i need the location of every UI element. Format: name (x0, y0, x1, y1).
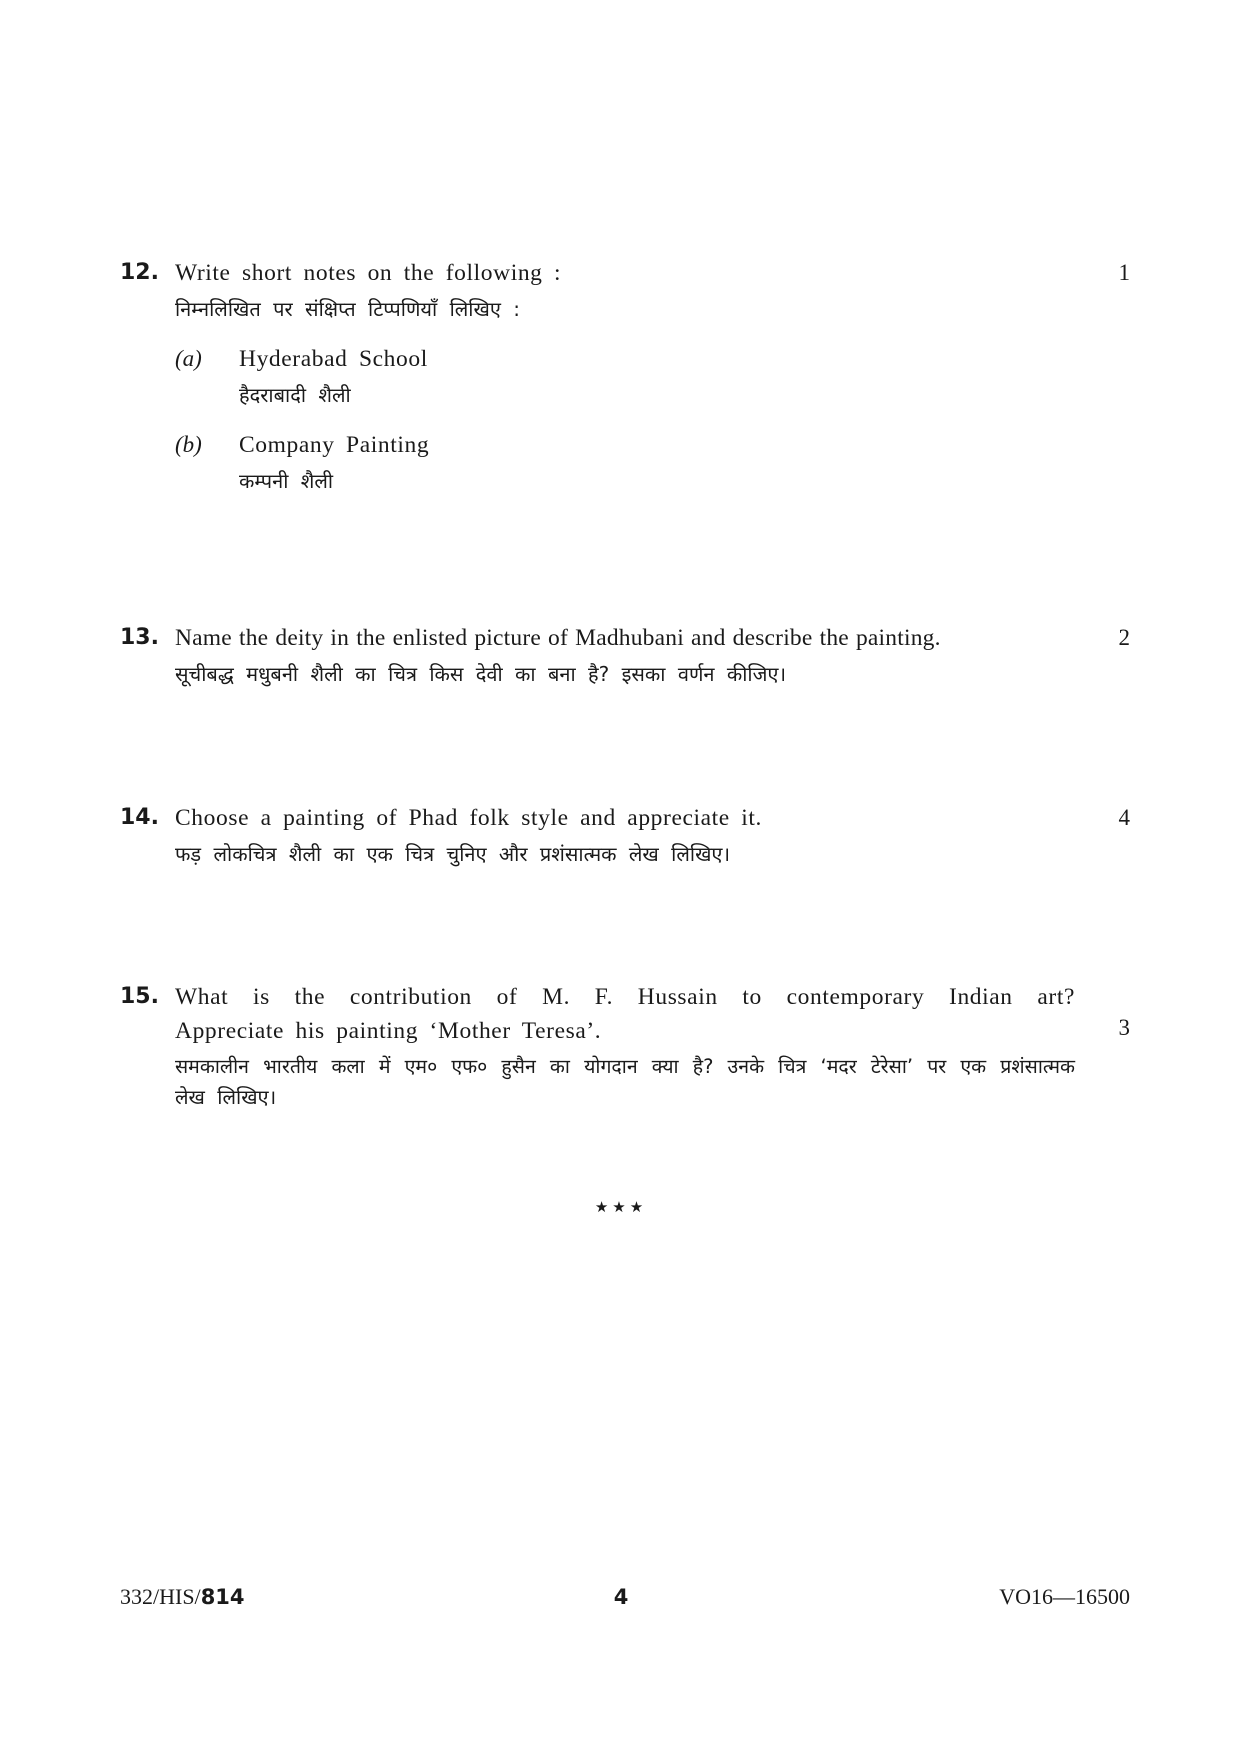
question-text-english: Choose a painting of Phad folk style and appreciate it. (175, 805, 763, 831)
question-text-hindi: निम्नलिखित पर संक्षिप्त टिप्पणियाँ लिखिए : (175, 297, 521, 321)
question-text-english: Write short notes on the following : (175, 260, 562, 286)
sub-question-text-english: Company Painting (239, 432, 430, 458)
sub-question-b (175, 428, 1075, 496)
question-text-hindi-line-2: लेख लिखिए। (175, 1085, 277, 1109)
question-text-hindi: फड़ लोकचित्र शैली का एक चित्र चुनिए और प्रशंसात्मक लेख लिखिए। (175, 842, 731, 866)
sub-question-text-hindi: हैदराबादी शैली (239, 383, 351, 407)
question-number: 12. (120, 260, 159, 285)
question-body (175, 980, 1075, 1112)
question-body (175, 256, 1075, 496)
question-text-hindi-line-1: समकालीन भारतीय कला में एम० एफ० हुसैन का योगदान क्या है? उनके चित्र ‘मदर टेरेसा’ पर एक प्रशंसात्मक (175, 1055, 1075, 1078)
sub-question-label: (b) (175, 432, 202, 457)
question-marks: 3 (1118, 1015, 1130, 1040)
page-number: 4 (613, 1585, 629, 1609)
question-number: 13. (120, 625, 159, 650)
sub-question-text-english: Hyderabad School (239, 346, 428, 372)
question-body (175, 621, 1075, 689)
sub-question-a (175, 342, 1075, 410)
question-text-english-line-1: What is the contribution of M. F. Hussain to contemporary Indian art? (175, 984, 1075, 1010)
question-text-english-line-2: Appreciate his painting ‘Mother Teresa’. (175, 1018, 602, 1044)
question-number: 15. (120, 984, 159, 1009)
paper-code-number: 814 (200, 1585, 245, 1609)
question-body (175, 801, 1075, 869)
question-marks: 1 (1118, 260, 1130, 285)
series-code: VO16—16500 (999, 1584, 1130, 1609)
question-text-hindi: सूचीबद्ध मधुबनी शैली का चित्र किस देवी का बना है? इसका वर्णन कीजिए। (175, 662, 787, 686)
end-of-paper-stars: ★★★ (594, 1198, 648, 1216)
question-text-english: Name the deity in the enlisted picture of Madhubani and describe the painting. (175, 625, 941, 651)
sub-question-label: (a) (175, 346, 202, 371)
sub-question-text-hindi: कम्पनी शैली (239, 469, 334, 493)
paper-code-prefix: 332/HIS/ (120, 1584, 201, 1609)
question-marks: 4 (1118, 805, 1130, 830)
question-marks: 2 (1118, 625, 1130, 650)
question-number: 14. (120, 805, 159, 830)
